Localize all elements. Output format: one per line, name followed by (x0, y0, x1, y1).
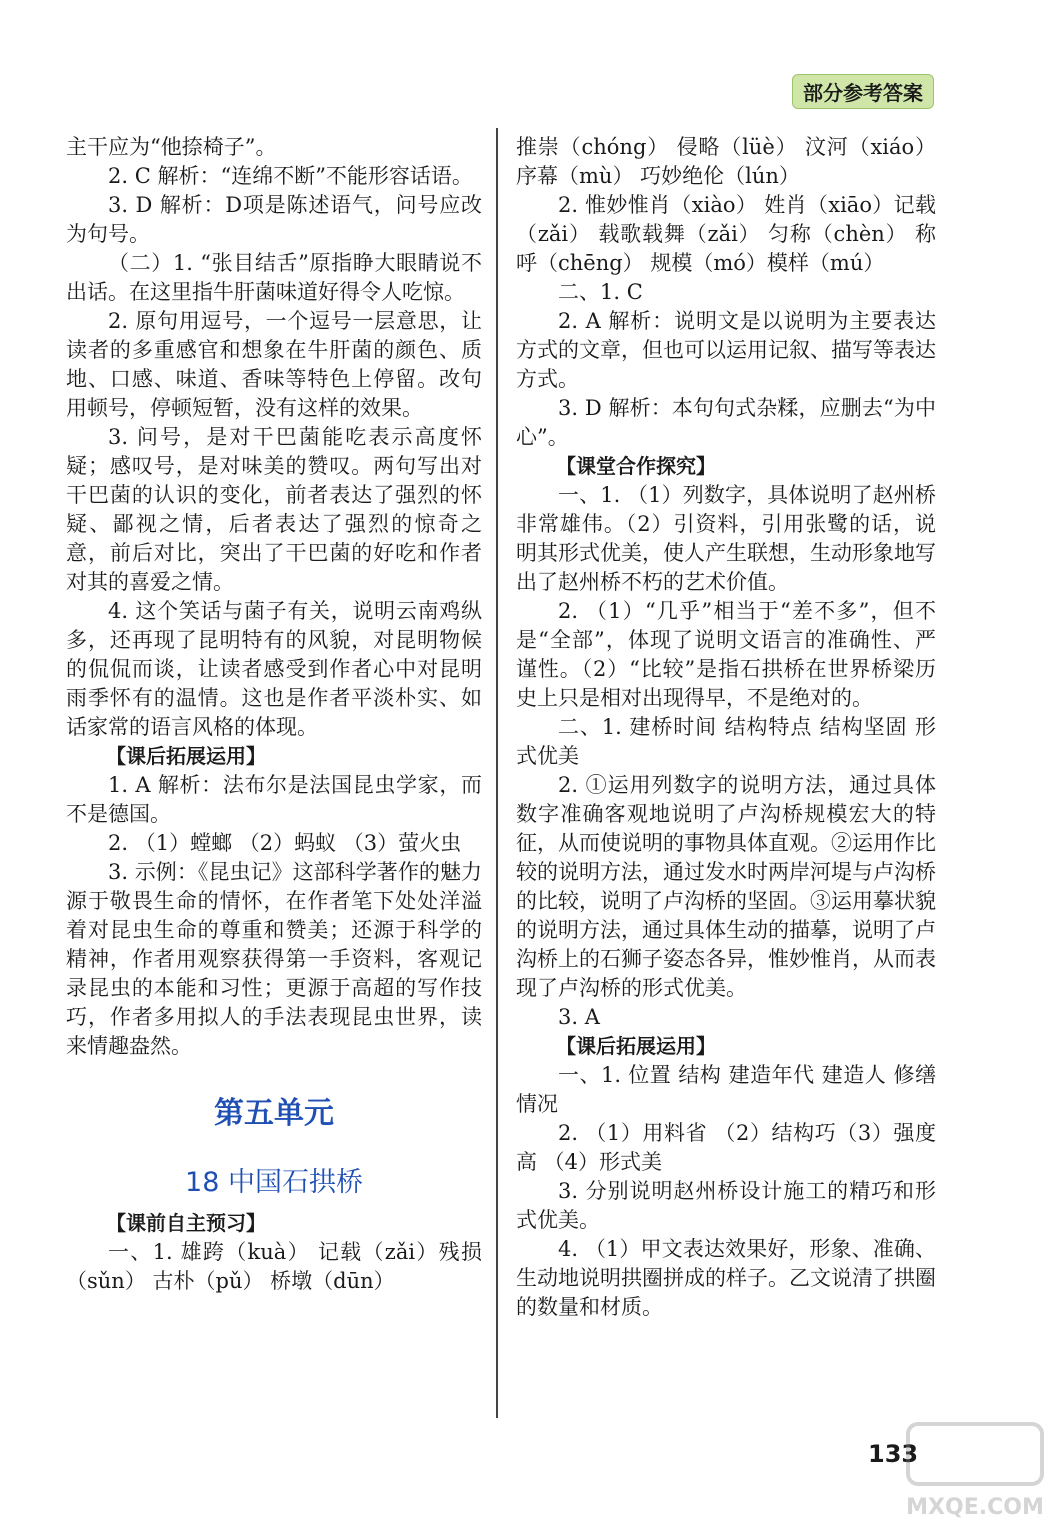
lesson-title: 18 中国石拱桥 (185, 1167, 363, 1198)
section-heading: 【课前自主预习】 (106, 1211, 266, 1235)
answer-paragraph: 3. D 解析：D项是陈述语气，问号应改为句号。 (66, 193, 482, 246)
answer-paragraph: 3. D 解析：本句句式杂糅，应删去“为中心”。 (516, 396, 936, 449)
answer-paragraph: 3. A (558, 1005, 600, 1029)
section-heading: 【课堂合作探究】 (556, 454, 716, 478)
right-column (516, 133, 936, 1322)
left-column-tail (66, 1209, 482, 1296)
left-column (66, 133, 482, 1296)
section-heading: 【课后拓展运用】 (556, 1034, 716, 1058)
answer-paragraph: 2. （1）“几乎”相当于“差不多”，但不是“全部”，体现了说明文语言的准确性、严谨性。（2）“比较”是指石拱桥在世界桥梁历史上只是相对出现得早，不是绝对的。 (516, 599, 936, 710)
answer-paragraph: 2. A 解析：说明文是以说明为主要表达方式的文章，但也可以运用记叙、描写等表达方式。 (516, 309, 936, 391)
answer-paragraph: 3. 示例：《昆虫记》这部科学著作的魅力源于敬畏生命的情怀，在作者笔下处处洋溢着对昆虫生命的尊重和赞美；还源于科学的精神，作者用观察获得第一手资料，客观记录昆虫的本能和习性；更源于高超的写作技巧，作者多用拟人的手法表现昆虫世界，读来情趣盎然。 (66, 860, 482, 1058)
answer-paragraph: 2. 原句用逗号，一个逗号一层意思，让读者的多重感官和想象在牛肝菌的颜色、质地、口感、味道、香味等特色上停留。改句用顿号，停顿短暂，没有这样的效果。 (66, 309, 482, 420)
section-badge: 部分参考答案 (792, 74, 934, 109)
answer-paragraph: 二、1. 建桥时间 结构特点 结构坚固 形式优美 (516, 715, 936, 768)
answer-paragraph: 4. （1）甲文表达效果好，形象、准确、生动地说明拱圈拼成的样子。乙文说清了拱圈的数量和材质。 (516, 1237, 936, 1319)
answer-paragraph: 2. （1）螳螂 （2）蚂蚁 （3）萤火虫 (108, 831, 462, 855)
right-column-body (516, 133, 936, 1322)
watermark-text: MXQE.COM (906, 1495, 1044, 1520)
answer-paragraph: 推崇（chóng） 侵略（lüè） 汶河（xiáo）序幕（mù） 巧妙绝伦（lún） (516, 135, 936, 188)
answer-paragraph: 3. 问号，是对干巴菌能吃表示高度怀疑；感叹号，是对味美的赞叹。两句写出对干巴菌的认识的变化，前者表达了强烈的怀疑、鄙视之情，后者表达了强烈的惊奇之意，前后对比，突出了干巴菌的好吃和作者对其的喜爱之情。 (66, 425, 482, 594)
answer-paragraph: 4. 这个笑话与菌子有关，说明云南鸡纵多，还再现了昆明特有的风貌，对昆明物候的侃侃而谈，让读者感受到作者心中对昆明雨季怀有的温情。这也是作者平淡朴实、如话家常的语言风格的体现。 (66, 599, 482, 739)
watermark-logo (900, 1418, 1050, 1528)
answer-paragraph: 一、1. 雄跨（kuà） 记载（zǎi）残损（sǔn） 古朴（pǔ） 桥墩（dūn） (66, 1240, 482, 1293)
answer-paragraph: 2. ①运用列数字的说明方法，通过具体数字准确客观地说明了卢沟桥规模宏大的特征，从而使说明的事物具体直观。②运用作比较的说明方法，通过发水时两岸河堤与卢沟桥的比较，说明了卢沟桥的坚固。③运用摹状貌的说明方法，通过具体生动的描摹，说明了卢沟桥上的石狮子姿态各异，惟妙惟肖，从而表现了卢沟桥的形式优美。 (516, 773, 936, 1000)
column-divider (496, 128, 498, 1418)
answer-paragraph: （二）1. “张目结舌”原指睁大眼睛说不出话。在这里指牛肝菌味道好得令人吃惊。 (66, 251, 482, 304)
answer-paragraph: 一、1. 位置 结构 建造年代 建造人 修缮情况 (516, 1063, 936, 1116)
answer-paragraph: 主干应为“他捺椅子”。 (66, 135, 277, 159)
answer-paragraph: 2. 惟妙惟肖（xiào） 姓肖（xiāo）记载（zǎi） 载歌载舞（zǎi） 匀称（chèn） 称呼（chēng） 规模（mó）模样（mú） (516, 193, 936, 275)
unit-title: 第五单元 (214, 1096, 334, 1131)
answer-paragraph: 2. （1）用料省 （2）结构巧（3）强度高 （4）形式美 (516, 1121, 936, 1174)
answer-paragraph: 二、1. C (558, 280, 643, 304)
left-column-body (66, 133, 482, 1061)
answer-paragraph: 1. A 解析：法布尔是法国昆虫学家，而不是德国。 (66, 773, 482, 826)
section-heading: 【课后拓展运用】 (106, 744, 266, 768)
answer-paragraph: 一、1. （1）列数字，具体说明了赵州桥非常雄伟。（2）引资料，引用张鹭的话，说明其形式优美，使人产生联想，生动形象地写出了赵州桥不朽的艺术价值。 (516, 483, 936, 594)
answer-paragraph: 2. C 解析：“连绵不断”不能形容话语。 (108, 164, 473, 188)
watermark-frame (908, 1424, 1042, 1484)
page-number: 133 (868, 1440, 919, 1468)
answer-paragraph: 3. 分别说明赵州桥设计施工的精巧和形式优美。 (516, 1179, 936, 1232)
